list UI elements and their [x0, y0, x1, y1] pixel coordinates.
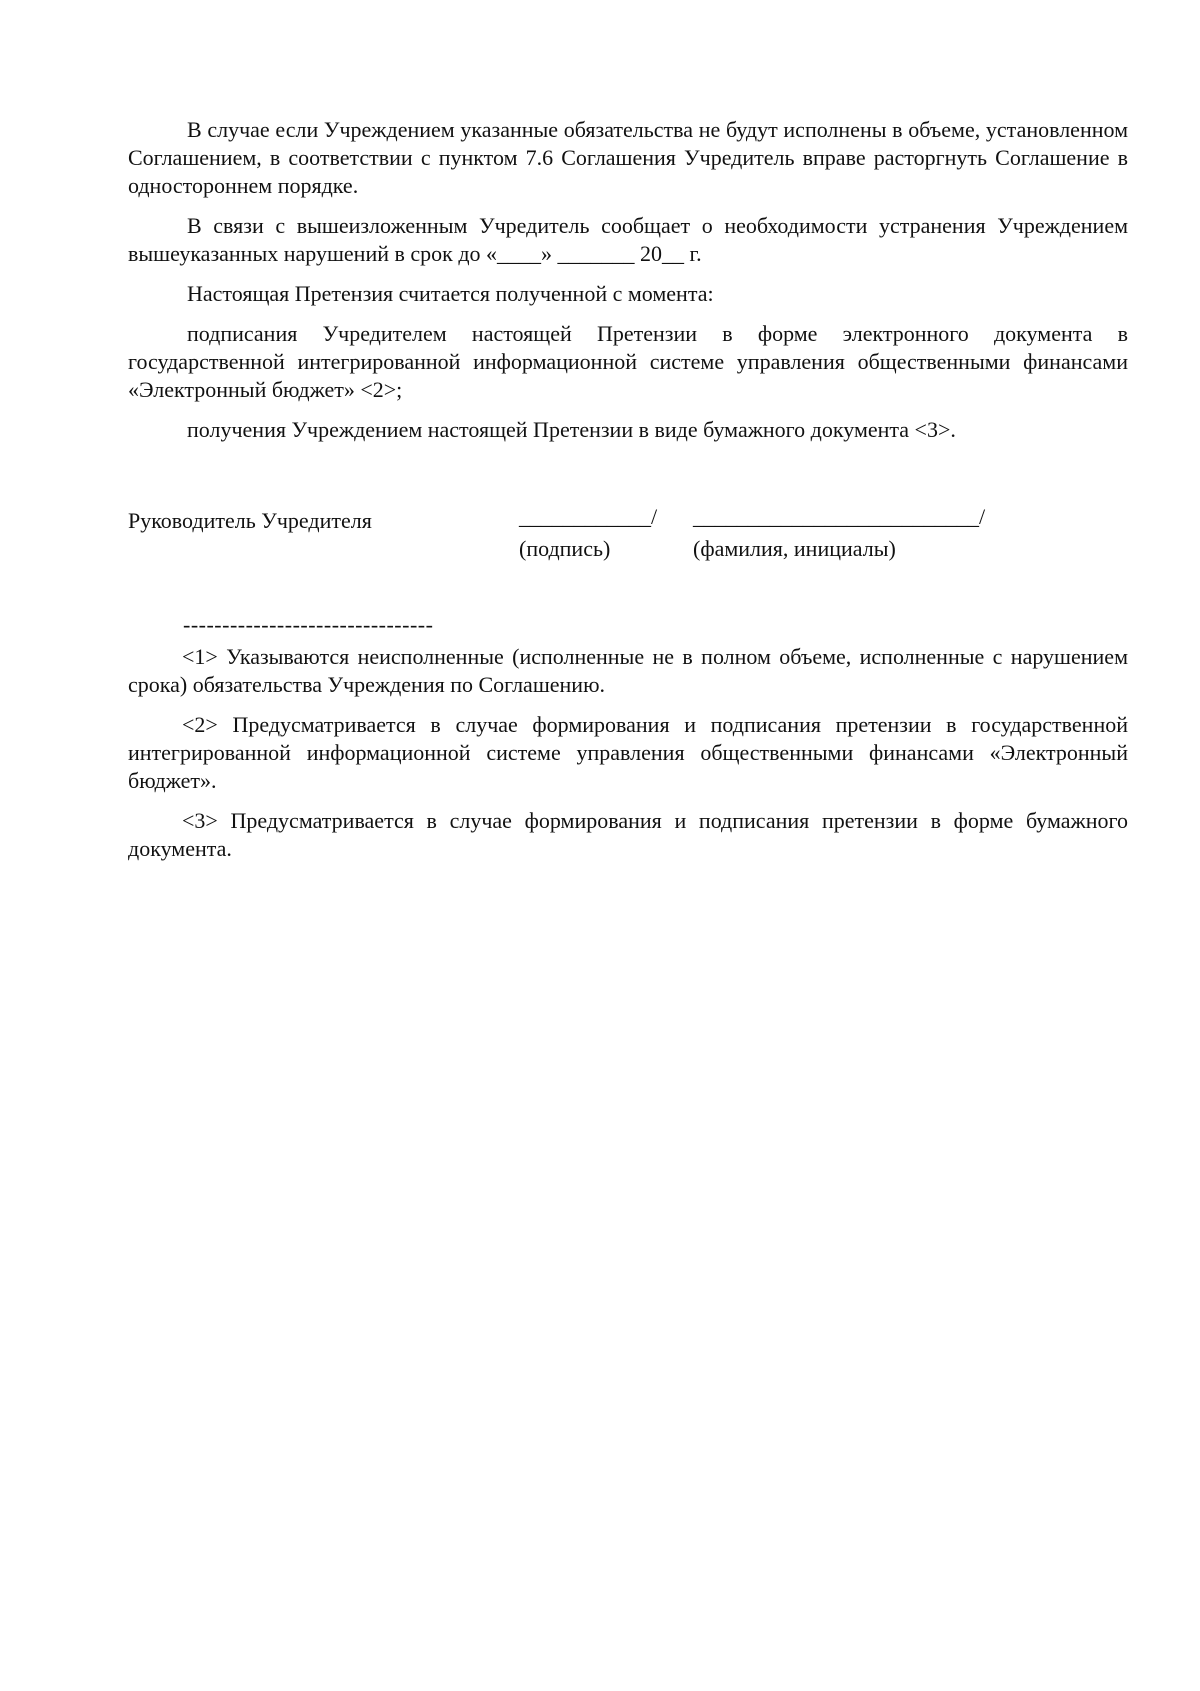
signature-caption: (подпись): [519, 536, 611, 561]
paragraph-electronic-signing: подписания Учредителем настоящей Претензии в форме электронного документа в государственной интегрированной информационной системе управления общественными финансами «Электронный бюджет» <2>;: [128, 321, 1128, 402]
footnote-2: <2> Предусматривается в случае формирования и подписания претензии в государственной интегрированной информационной системе управления общественными финансами «Электронный бюджет».: [128, 712, 1128, 793]
signature-blank: ____________/: [519, 504, 658, 529]
footnote-separator: --------------------------------: [183, 612, 434, 637]
footnote-3: <3> Предусматривается в случае формирования и подписания претензии в форме бумажного документа.: [128, 808, 1128, 861]
paragraph-failure-consequence: В случае если Учреждением указанные обязательства не будут исполнены в объеме, установленном Соглашением, в соответствии с пунктом 7.6 Соглашения Учредитель вправе расторгнуть Соглашение в одностороннем порядке.: [128, 117, 1128, 198]
paragraph-deadline-notice: В связи с вышеизложенным Учредитель сообщает о необходимости устранения Учреждением вышеуказанных нарушений в срок до «____» _______ 20__ г.: [128, 213, 1128, 266]
footnotes-section: [128, 611, 1128, 875]
footnote-1: <1> Указываются неисполненные (исполненные не в полном объеме, исполненные с нарушением срока) обязательства Учреждения по Соглашению.: [128, 644, 1128, 697]
name-initials-blank: __________________________/: [693, 504, 986, 529]
main-text: [128, 116, 1128, 444]
signatory-role-label: Руководитель Учредителя: [128, 508, 372, 533]
name-initials-caption: (фамилия, инициалы): [693, 536, 896, 561]
paragraph-paper-receipt: получения Учреждением настоящей Претензии в виде бумажного документа <3>.: [187, 417, 956, 442]
paragraph-received-intro: Настоящая Претензия считается полученной с момента:: [187, 281, 714, 306]
